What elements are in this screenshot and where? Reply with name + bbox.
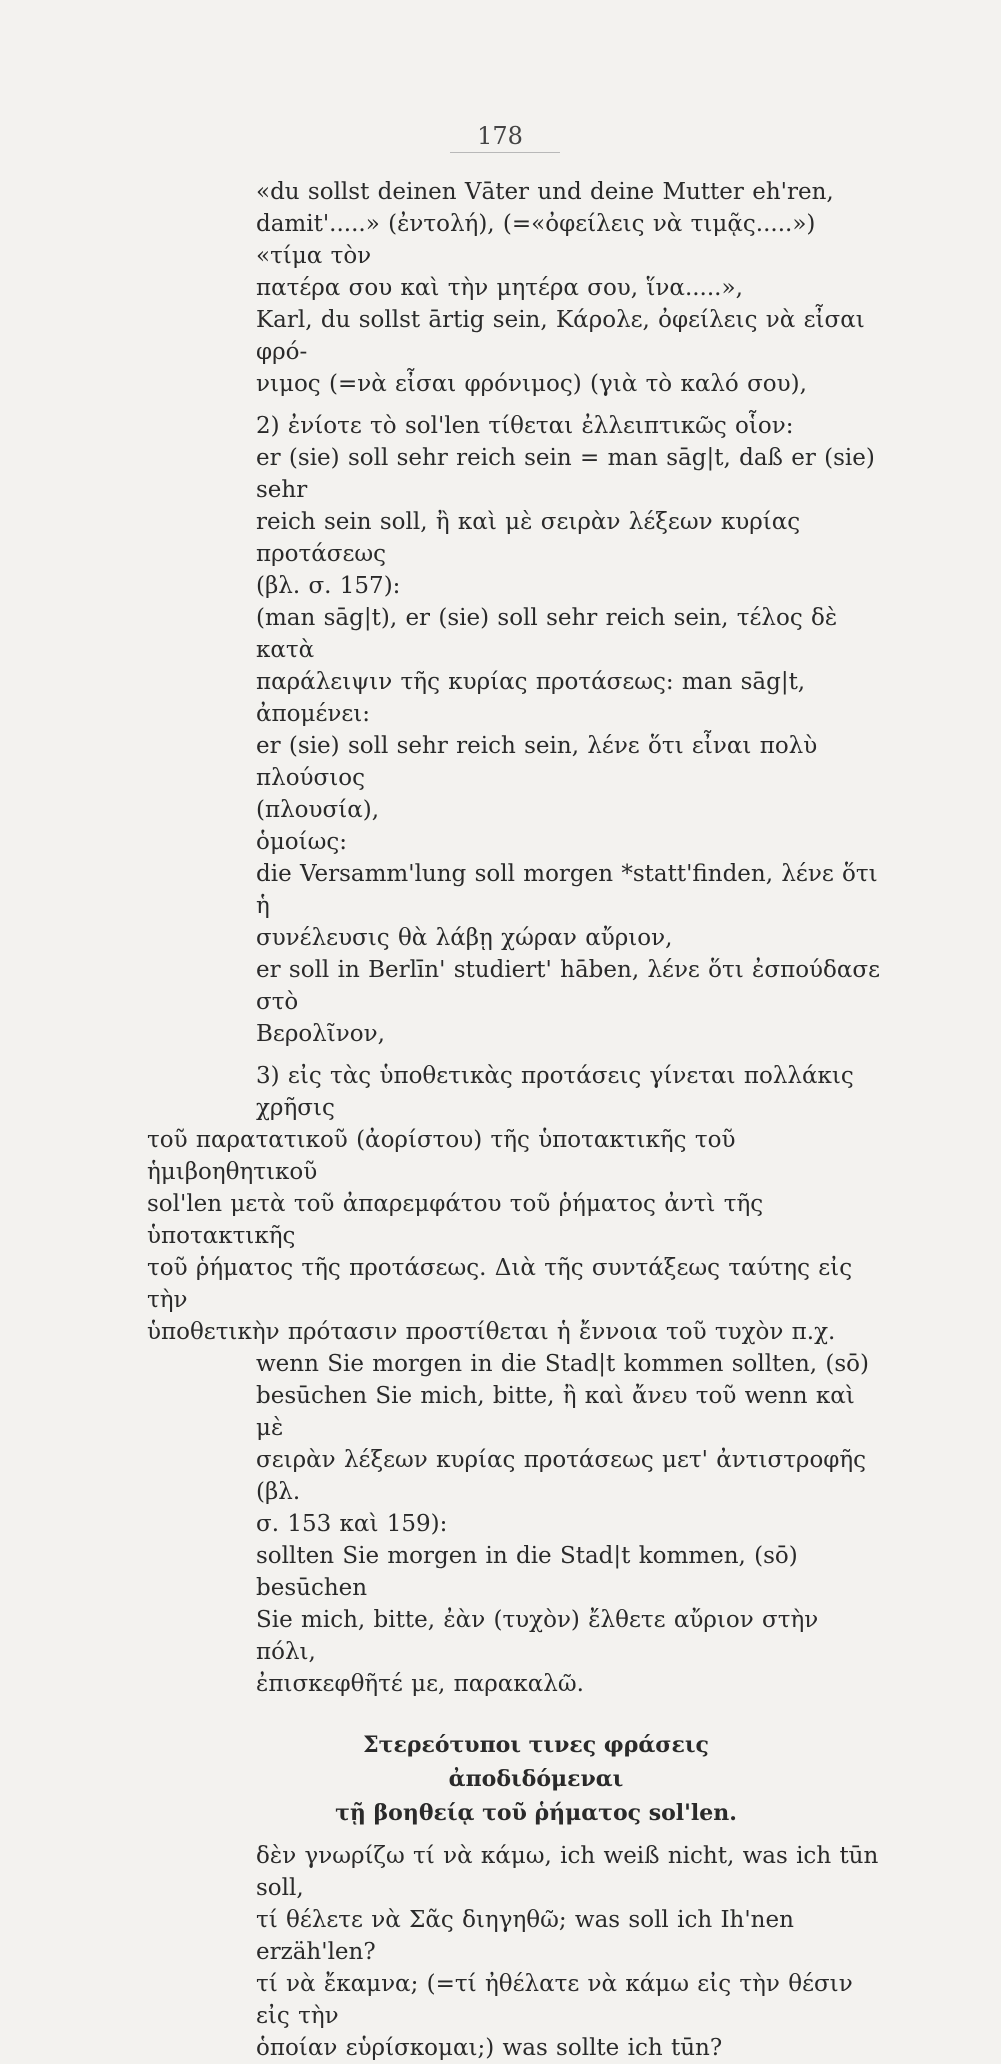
paragraph-wenn-example: wenn Sie morgen in die Stad|t kommen sollten, (sō) besūchen Sie mich, bitte, ἢ καὶ ἄνευ τοῦ wenn καὶ μὲ σειρὰν λέξεων κυρίας προτάσεως μετ' ἀντιστροφῆς (βλ. σ. 153 καὶ 159):: [256, 1351, 869, 1537]
section-heading: Στερεότυποι τινες φράσεις ἀποδιδόμεναι τῇ βοηθείᾳ τοῦ ῥήματος sol'len.: [335, 1732, 737, 1826]
section-2-intro: 2) ἐνίοτε τὸ sol'len τίθεται ἐλλειπτικῶς οἷον:: [256, 413, 794, 439]
page-number-rule: [450, 152, 560, 153]
paragraph-sollten-example: sollten Sie morgen in die Stad|t kommen, (sō) besūchen Sie mich, bitte, ἐὰν (τυχὸν) ἔλθετε αὔριον στὴν πόλι, ἐπισκεφθῆτέ με, παρακαλῶ.: [256, 1543, 819, 1697]
paragraph-lene: er (sie) soll sehr reich sein, λένε ὅτι εἶναι πολὺ πλούσιος (πλουσία),: [256, 733, 818, 823]
page-number: 178: [477, 122, 523, 150]
paragraph-omoios: ὁμοίως:: [256, 829, 348, 855]
paragraph-karl-example: Karl, du sollst ārtig sein, Κάρολε, ὀφείλεις νὰ εἶσαι φρό- νιμος (=νὰ εἶσαι φρόνιμος) (γιὰ τὸ καλό σου),: [256, 307, 865, 397]
page-body: [0, 176, 1001, 2064]
paragraph-phrases: δὲν γνωρίζω τί νὰ κάμω, ich weiß nicht, was ich tūn soll, τί θέλετε νὰ Σᾶς διηγηθῶ; was soll ich Ih'nen erzäh'len? τί νὰ ἔκαμνα; (=τί ἠθέλατε νὰ κάμω εἰς τὴν θέσιν εἰς τὴν ὁποίαν εὑρίσκομαι;) was sollte ich tūn?: [256, 1843, 879, 2061]
section-3-intro: 3) εἰς τὰς ὑποθετικὰς προτάσεις γίνεται πολλάκις χρῆσις: [256, 1063, 854, 1121]
paragraph-versammlung: die Versamm'lung soll morgen *statt'finden, λένε ὅτι ἡ συνέλευσις θὰ λάβῃ χώραν αὔριον,: [256, 861, 878, 951]
paragraph-hypothetical: τοῦ παρατατικοῦ (ἀορίστου) τῆς ὑποτακτικῆς τοῦ ἡμιβοηθητικοῦ sol'len μετὰ τοῦ ἀπαρεμφάτου τοῦ ῥήματος ἀντὶ τῆς ὑποτακτικῆς τοῦ ῥήματος τῆς προτάσεως. Διὰ τῆς συντάξεως ταύτης εἰς τὴν ὑποθετικὴν πρότασιν προστίθεται ἡ ἔννοια τοῦ τυχὸν π.χ.: [147, 1127, 853, 1345]
paragraph-man-sagt: (man sāg|t), er (sie) soll sehr reich sein, τέλος δὲ κατὰ παράλειψιν τῆς κυρίας προτάσεως: man sāg|t, ἀπομένει:: [256, 605, 838, 727]
paragraph-command-example: «du sollst deinen Vāter und deine Mutter eh'ren, damit'.....» (ἐντολή), (=«ὀφείλεις νὰ τιμᾷς.....») «τίμα τὸν πατέρα σου καὶ τὴν μητέρα σου, ἵνα.....»,: [256, 179, 834, 301]
paragraph-reich-example: er (sie) soll sehr reich sein = man sāg|t, daß er (sie) sehr reich sein soll, ἢ καὶ μὲ σειρὰν λέξεων κυρίας προτάσεως (βλ. σ. 157):: [256, 445, 875, 599]
paragraph-berlin: er soll in Berlīn' studiert' hāben, λένε ὅτι ἐσπούδασε στὸ Βερολῖνον,: [256, 957, 881, 1047]
